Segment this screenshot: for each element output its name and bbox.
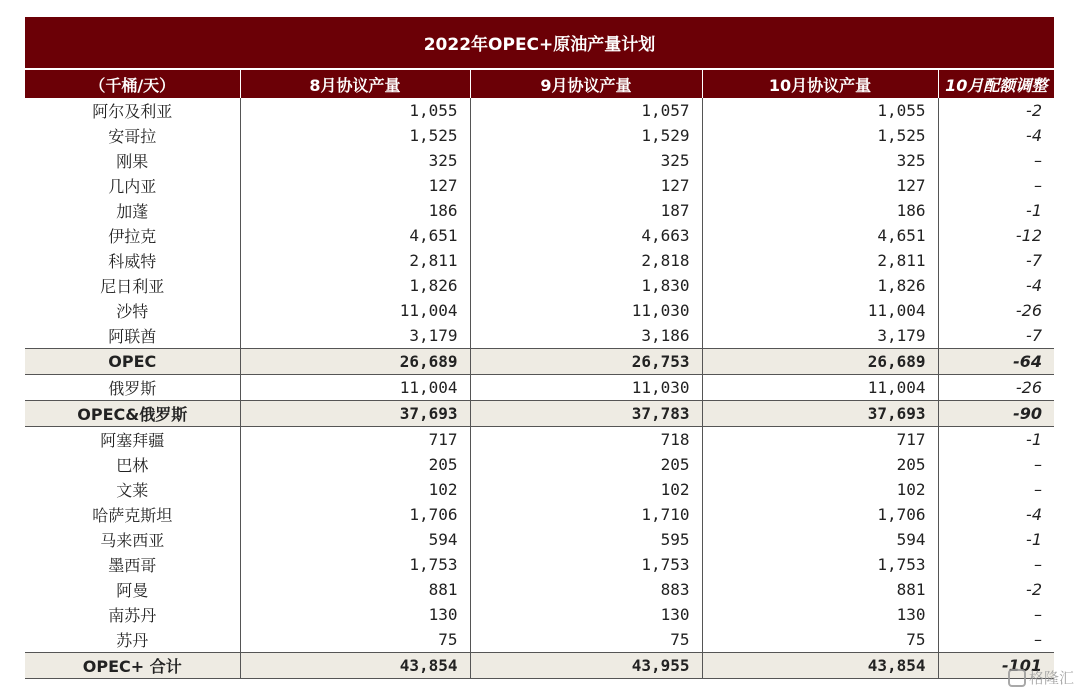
table-row [25,502,1054,527]
oct-value-cell: 2,811 [702,248,938,273]
aug-value-cell: 205 [240,452,470,477]
header-oct: 10月协议产量 [702,70,938,98]
sep-value-cell: 595 [470,527,702,552]
row-name-cell: 阿曼 [116,581,149,600]
sep-value-cell: 37,783 [470,401,702,427]
aug-value-cell: 11,004 [240,298,470,323]
table-row [25,248,1054,273]
adjust-value-cell: – [938,477,1054,502]
watermark-logo-icon [1008,669,1026,687]
table-row [25,375,1054,401]
oct-value-cell: 4,651 [702,223,938,248]
aug-value-cell: 717 [240,427,470,453]
aug-value-cell: 26,689 [240,349,470,375]
sep-value-cell: 1,830 [470,273,702,298]
table-row [25,552,1054,577]
oct-value-cell: 1,706 [702,502,938,527]
aug-value-cell: 3,179 [240,323,470,349]
row-name-cell: 巴林 [116,456,149,475]
header-unit: （千桶/天） [25,70,240,98]
row-name-cell: OPEC+ 合计 [25,653,240,679]
row-name-cell: 加蓬 [116,202,149,221]
sep-value-cell: 1,057 [470,98,702,123]
sep-value-cell: 102 [470,477,702,502]
aug-value-cell: 1,706 [240,502,470,527]
table-row [25,627,1054,653]
sep-value-cell: 1,529 [470,123,702,148]
sep-value-cell: 127 [470,173,702,198]
oct-value-cell: 186 [702,198,938,223]
sep-value-cell: 718 [470,427,702,453]
table-row [25,273,1054,298]
table-row [25,452,1054,477]
sep-value-cell: 187 [470,198,702,223]
row-name-cell: 墨西哥 [108,556,157,575]
aug-value-cell: 325 [240,148,470,173]
table-row [25,477,1054,502]
sep-value-cell: 26,753 [470,349,702,375]
subtotal-row [25,349,1054,375]
aug-value-cell: 594 [240,527,470,552]
adjust-value-cell: -1 [938,427,1054,453]
header-row [25,70,1054,98]
aug-value-cell: 2,811 [240,248,470,273]
aug-value-cell: 130 [240,602,470,627]
adjust-value-cell: -26 [938,375,1054,401]
oct-value-cell: 1,826 [702,273,938,298]
adjust-value-cell: – [938,173,1054,198]
sep-value-cell: 130 [470,602,702,627]
watermark-text: 格隆汇 [1028,669,1074,687]
table-row [25,223,1054,248]
production-table [25,17,1054,679]
header-adjust: 10月配额调整 [938,70,1054,98]
aug-value-cell: 43,854 [240,653,470,679]
aug-value-cell: 1,525 [240,123,470,148]
sep-value-cell: 1,753 [470,552,702,577]
oct-value-cell: 594 [702,527,938,552]
table-row [25,602,1054,627]
aug-value-cell: 1,826 [240,273,470,298]
oct-value-cell: 205 [702,452,938,477]
table-title: 2022年OPEC+原油产量计划 [25,17,1054,70]
adjust-value-cell: -2 [938,98,1054,123]
adjust-value-cell: -2 [938,577,1054,602]
sep-value-cell: 2,818 [470,248,702,273]
oct-value-cell: 11,004 [702,298,938,323]
table-body [25,98,1054,679]
oct-value-cell: 1,055 [702,98,938,123]
adjust-value-cell: -4 [938,502,1054,527]
oct-value-cell: 11,004 [702,375,938,401]
adjust-value-cell: – [938,148,1054,173]
aug-value-cell: 75 [240,627,470,653]
adjust-value-cell: -101 [938,653,1054,679]
oct-value-cell: 127 [702,173,938,198]
oct-value-cell: 1,753 [702,552,938,577]
adjust-value-cell: -4 [938,123,1054,148]
aug-value-cell: 4,651 [240,223,470,248]
sep-value-cell: 43,955 [470,653,702,679]
header-sep: 9月协议产量 [470,70,702,98]
adjust-value-cell: -4 [938,273,1054,298]
oct-value-cell: 717 [702,427,938,453]
aug-value-cell: 1,753 [240,552,470,577]
row-name-cell: 南苏丹 [108,606,157,625]
oct-value-cell: 37,693 [702,401,938,427]
subtotal-row [25,401,1054,427]
oct-value-cell: 1,525 [702,123,938,148]
row-name-cell: 尼日利亚 [100,277,165,296]
oct-value-cell: 325 [702,148,938,173]
row-name-cell: OPEC [25,349,240,375]
table-row [25,298,1054,323]
watermark [1008,667,1074,688]
row-name-cell: 俄罗斯 [108,379,157,398]
sep-value-cell: 4,663 [470,223,702,248]
adjust-value-cell: -1 [938,198,1054,223]
sep-value-cell: 75 [470,627,702,653]
row-name-cell: 文莱 [116,481,149,500]
table-row [25,527,1054,552]
adjust-value-cell: – [938,552,1054,577]
adjust-value-cell: – [938,602,1054,627]
oct-value-cell: 881 [702,577,938,602]
row-name-cell: 阿联酋 [108,327,157,346]
adjust-value-cell: – [938,452,1054,477]
oct-value-cell: 75 [702,627,938,653]
row-name-cell: 哈萨克斯坦 [92,506,173,525]
oct-value-cell: 102 [702,477,938,502]
sep-value-cell: 11,030 [470,375,702,401]
adjust-value-cell: -1 [938,527,1054,552]
oct-value-cell: 26,689 [702,349,938,375]
adjust-value-cell: -7 [938,248,1054,273]
row-name-cell: 几内亚 [108,177,157,196]
table-row [25,198,1054,223]
row-name-cell: 科威特 [108,252,157,271]
row-name-cell: 安哥拉 [108,127,157,146]
row-name-cell: 刚果 [116,152,149,171]
sep-value-cell: 205 [470,452,702,477]
table-row [25,173,1054,198]
oct-value-cell: 43,854 [702,653,938,679]
adjust-value-cell: – [938,627,1054,653]
aug-value-cell: 37,693 [240,401,470,427]
adjust-value-cell: -64 [938,349,1054,375]
sep-value-cell: 11,030 [470,298,702,323]
aug-value-cell: 102 [240,477,470,502]
oct-value-cell: 3,179 [702,323,938,349]
adjust-value-cell: -90 [938,401,1054,427]
subtotal-row [25,653,1054,679]
adjust-value-cell: -12 [938,223,1054,248]
aug-value-cell: 127 [240,173,470,198]
sep-value-cell: 325 [470,148,702,173]
aug-value-cell: 881 [240,577,470,602]
table-row [25,323,1054,349]
row-name-cell: 阿尔及利亚 [92,102,173,121]
row-name-cell: 阿塞拜疆 [100,431,165,450]
table-row [25,427,1054,453]
aug-value-cell: 11,004 [240,375,470,401]
header-aug: 8月协议产量 [240,70,470,98]
table-row [25,123,1054,148]
sep-value-cell: 883 [470,577,702,602]
aug-value-cell: 1,055 [240,98,470,123]
table-row [25,148,1054,173]
row-name-cell: 伊拉克 [108,227,157,246]
adjust-value-cell: -26 [938,298,1054,323]
oct-value-cell: 130 [702,602,938,627]
sep-value-cell: 1,710 [470,502,702,527]
data-table [25,70,1054,679]
row-name-cell: OPEC&俄罗斯 [25,401,240,427]
adjust-value-cell: -7 [938,323,1054,349]
sep-value-cell: 3,186 [470,323,702,349]
row-name-cell: 苏丹 [116,631,149,650]
aug-value-cell: 186 [240,198,470,223]
row-name-cell: 马来西亚 [100,531,165,550]
row-name-cell: 沙特 [116,302,149,321]
table-row [25,577,1054,602]
table-row [25,98,1054,123]
